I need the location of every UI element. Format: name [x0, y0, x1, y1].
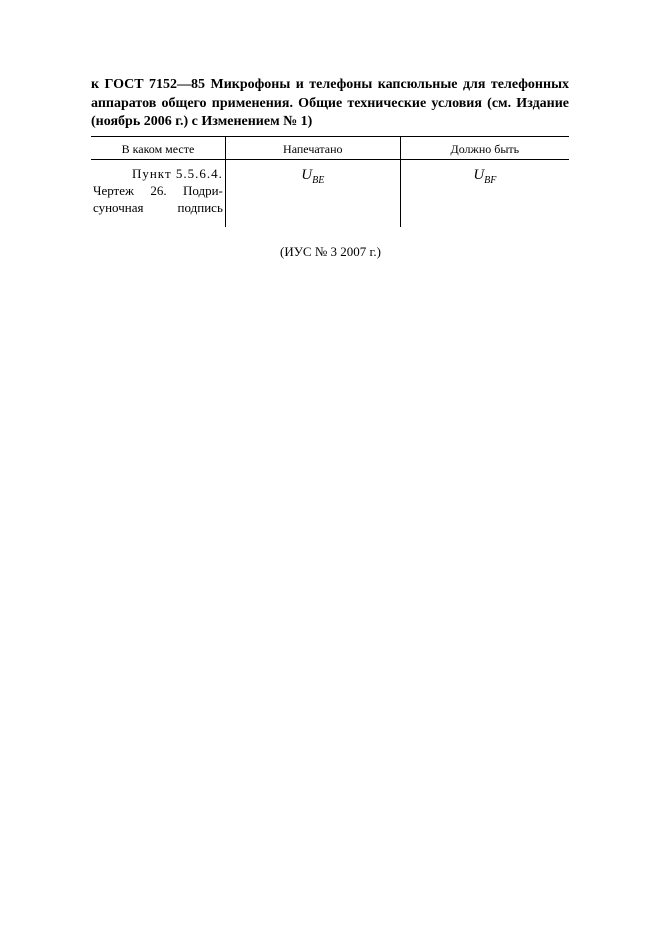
column-header-should-be: Должно быть — [400, 137, 569, 160]
printed-symbol-subscript: BE — [312, 175, 325, 186]
heading-line-2: аппаратов общего применения. Общие технические условия (см. Издание — [91, 95, 569, 111]
source-reference: (ИУС № 3 2007 г.) — [280, 244, 381, 259]
cell-should-be — [400, 160, 569, 228]
table-row — [91, 160, 569, 228]
printed-symbol — [228, 165, 398, 186]
heading-line-3: (ноябрь 2006 г.) с Изменением № 1) — [91, 114, 313, 129]
errata-header-row — [91, 137, 569, 160]
column-header-place: В каком месте — [91, 137, 225, 160]
place-line-2: Чертеж 26. Подри- — [93, 183, 223, 198]
cell-printed — [225, 160, 400, 228]
column-header-printed: Напечатано — [225, 137, 400, 160]
amendment-heading — [91, 76, 569, 132]
errata-table — [91, 136, 569, 227]
should-be-symbol-base: U — [473, 167, 485, 183]
cell-place — [91, 160, 225, 228]
should-be-symbol — [403, 165, 567, 186]
should-be-symbol-subscript: BF — [484, 175, 497, 186]
place-line-3: суночная подпись — [93, 200, 223, 215]
printed-symbol-base: U — [301, 167, 313, 183]
place-reference — [93, 165, 223, 216]
heading-line-1: к ГОСТ 7152—85 Микрофоны и телефоны капсюльные для телефонных — [91, 77, 569, 92]
place-line-1: Пункт 5.5.6.4. — [131, 166, 223, 181]
